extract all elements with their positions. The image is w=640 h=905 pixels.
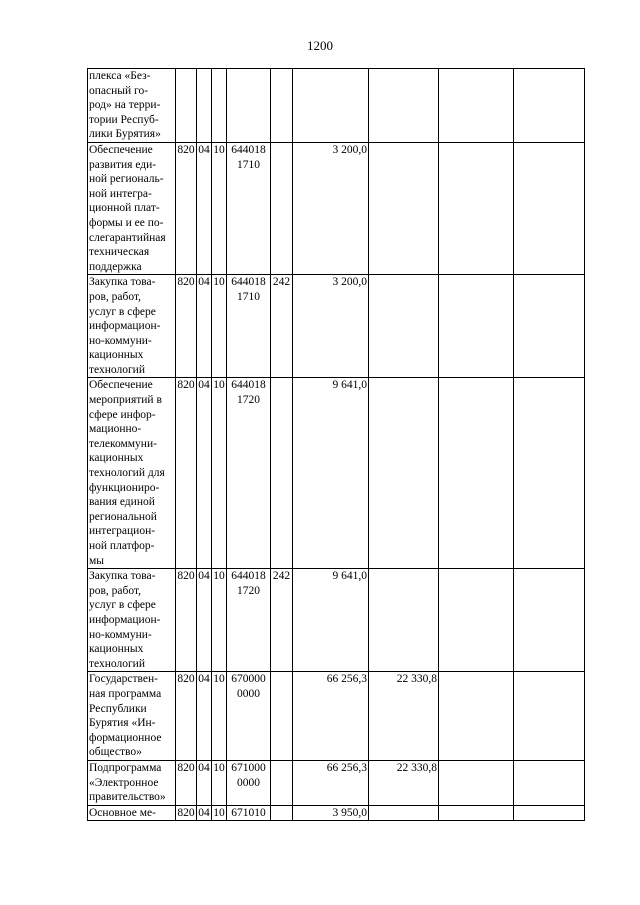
row-name-line: слегарантийная: [89, 231, 166, 244]
ministry-code-cell: 820: [176, 142, 197, 274]
row-name-line: телекоммуни-: [89, 437, 157, 450]
target-article-cell: [227, 672, 271, 761]
row-name-line: опасный го-: [89, 84, 149, 97]
row-name-line: тории Респуб-: [89, 113, 159, 126]
amount-3-cell: [439, 569, 514, 672]
target-article-line-1: 644018: [231, 143, 266, 156]
amount-2-cell: [369, 69, 439, 143]
row-name-cell: [88, 569, 176, 672]
subsection-code-cell: 10: [212, 760, 227, 805]
expense-type-cell: [271, 378, 293, 569]
row-name-line: формационное: [89, 731, 162, 744]
row-name-line: кационных: [89, 643, 144, 656]
row-name-line: услуг в сфере: [89, 305, 156, 318]
row-name-line: Основное ме-: [89, 806, 156, 819]
row-name-line: правительство»: [89, 791, 166, 804]
target-article-line-1: 644018: [231, 379, 266, 392]
section-code-cell: 04: [197, 672, 212, 761]
row-name-line: региональной: [89, 510, 157, 523]
amount-4-cell: [514, 805, 585, 821]
row-name-cell: [88, 760, 176, 805]
subsection-code-cell: 10: [212, 805, 227, 821]
row-name-line: Обеспечение: [89, 143, 153, 156]
row-name-line: ционной плат-: [89, 202, 160, 215]
target-article-cell: [227, 805, 271, 821]
row-name-cell: [88, 142, 176, 274]
expense-type-cell: 242: [271, 275, 293, 378]
ministry-code-cell: [176, 69, 197, 143]
subsection-code-cell: 10: [212, 569, 227, 672]
target-article-line-2: 0000: [237, 776, 260, 789]
table-row: [88, 760, 585, 805]
row-name-line: лики Бурятия»: [89, 128, 161, 141]
row-name-line: но-коммуни-: [89, 334, 152, 347]
row-name-cell: [88, 378, 176, 569]
row-name-line: поддержка: [89, 260, 142, 273]
target-article-cell: [227, 760, 271, 805]
row-name-line: развития еди-: [89, 158, 157, 171]
subsection-code-cell: [212, 69, 227, 143]
amount-2-cell: 22 330,8: [369, 672, 439, 761]
expense-type-cell: 242: [271, 569, 293, 672]
amount-2-cell: [369, 142, 439, 274]
row-name-line: ной платфор-: [89, 540, 155, 552]
table-row: [88, 142, 585, 274]
subsection-code-cell: 10: [212, 672, 227, 761]
amount-4-cell: [514, 760, 585, 805]
amount-2-cell: [369, 378, 439, 569]
amount-1-cell: 9 641,0: [293, 378, 369, 569]
row-name-line: Республики: [89, 702, 147, 715]
expense-type-cell: [271, 69, 293, 143]
expense-type-cell: [271, 672, 293, 761]
target-article-cell: [227, 275, 271, 378]
ministry-code-cell: 820: [176, 275, 197, 378]
row-name-line: общество»: [89, 746, 142, 759]
row-name-cell: [88, 275, 176, 378]
row-name-line: Подпрограмма: [89, 761, 162, 774]
section-code-cell: 04: [197, 142, 212, 274]
expense-type-cell: [271, 805, 293, 821]
ministry-code-cell: 820: [176, 760, 197, 805]
amount-4-cell: [514, 378, 585, 569]
target-article-line-1: 671010: [231, 806, 266, 819]
row-name-line: ров, работ,: [89, 584, 142, 597]
row-name-line: кационных: [89, 452, 144, 465]
ministry-code-cell: 820: [176, 672, 197, 761]
section-code-cell: 04: [197, 378, 212, 569]
subsection-code-cell: 10: [212, 275, 227, 378]
section-code-cell: 04: [197, 760, 212, 805]
row-name-line: Закупка това-: [89, 570, 156, 583]
amount-3-cell: [439, 672, 514, 761]
amount-3-cell: [439, 69, 514, 143]
ministry-code-cell: 820: [176, 569, 197, 672]
target-article-line-2: 1720: [237, 584, 260, 597]
row-name-cell: [88, 805, 176, 821]
amount-2-cell: 22 330,8: [369, 760, 439, 805]
subsection-code-cell: 10: [212, 142, 227, 274]
row-name-line: информацион-: [89, 613, 161, 626]
amount-3-cell: [439, 142, 514, 274]
budget-table: [87, 68, 585, 821]
row-name-line: мы: [89, 554, 105, 567]
subsection-code-cell: 10: [212, 378, 227, 569]
target-article-cell: [227, 69, 271, 143]
row-name-line: «Электронное: [89, 776, 159, 789]
row-name-line: технологий: [89, 657, 145, 670]
section-code-cell: [197, 69, 212, 143]
row-name-line: род» на терри-: [89, 99, 161, 112]
row-name-line: техническая: [89, 246, 150, 259]
target-article-line-2: 1710: [237, 158, 260, 171]
amount-1-cell: 66 256,3: [293, 672, 369, 761]
table-row: [88, 378, 585, 569]
row-name-line: интеграцион-: [89, 525, 156, 538]
row-name-line: плекса «Без-: [89, 70, 151, 82]
row-name-line: но-коммуни-: [89, 628, 152, 641]
row-name-line: услуг в сфере: [89, 599, 156, 612]
row-name-line: формы и ее по-: [89, 216, 164, 229]
row-name-line: Обеспечение: [89, 379, 153, 392]
row-name-line: Государствен-: [89, 673, 158, 686]
table-row: [88, 672, 585, 761]
target-article-cell: [227, 378, 271, 569]
target-article-line-1: 671000: [231, 761, 266, 774]
target-article-cell: [227, 142, 271, 274]
amount-3-cell: [439, 805, 514, 821]
row-name-line: Закупка това-: [89, 276, 156, 289]
target-article-cell: [227, 569, 271, 672]
amount-2-cell: [369, 805, 439, 821]
amount-3-cell: [439, 275, 514, 378]
row-name-line: технологий для: [89, 467, 165, 480]
amount-1-cell: 66 256,3: [293, 760, 369, 805]
row-name-line: мационно-: [89, 423, 142, 436]
amount-4-cell: [514, 69, 585, 143]
amount-1-cell: 3 200,0: [293, 142, 369, 274]
row-name-line: информацион-: [89, 320, 161, 333]
row-name-cell: [88, 672, 176, 761]
row-name-line: сфере инфор-: [89, 408, 156, 421]
section-code-cell: 04: [197, 569, 212, 672]
expense-type-cell: [271, 142, 293, 274]
amount-1-cell: 9 641,0: [293, 569, 369, 672]
row-name-line: мероприятий в: [89, 394, 162, 407]
target-article-line-2: 1720: [237, 394, 260, 407]
row-name-line: функциониро-: [89, 481, 160, 494]
row-name-line: Бурятия «Ин-: [89, 717, 156, 730]
page-number: 1200: [307, 38, 333, 53]
section-code-cell: 04: [197, 275, 212, 378]
section-code-cell: 04: [197, 805, 212, 821]
row-name-line: ной интегра-: [89, 187, 152, 200]
amount-4-cell: [514, 275, 585, 378]
row-name-cell: [88, 69, 176, 143]
amount-3-cell: [439, 378, 514, 569]
table-row: [88, 805, 585, 821]
amount-4-cell: [514, 142, 585, 274]
row-name-line: ной региональ-: [89, 173, 164, 186]
amount-1-cell: 3 950,0: [293, 805, 369, 821]
amount-2-cell: [369, 275, 439, 378]
target-article-line-2: 0000: [237, 687, 260, 700]
target-article-line-1: 670000: [231, 673, 266, 686]
row-name-line: ная программа: [89, 687, 162, 700]
ministry-code-cell: 820: [176, 378, 197, 569]
target-article-line-1: 644018: [231, 570, 266, 583]
row-name-line: технологий: [89, 363, 145, 376]
amount-1-cell: [293, 69, 369, 143]
row-name-line: вания единой: [89, 496, 155, 509]
amount-4-cell: [514, 672, 585, 761]
table-body: [88, 69, 585, 821]
expense-type-cell: [271, 760, 293, 805]
table-row: [88, 69, 585, 143]
amount-2-cell: [369, 569, 439, 672]
amount-4-cell: [514, 569, 585, 672]
row-name-line: ров, работ,: [89, 290, 142, 303]
ministry-code-cell: 820: [176, 805, 197, 821]
amount-3-cell: [439, 760, 514, 805]
row-name-line: кационных: [89, 349, 144, 362]
target-article-line-2: 1710: [237, 290, 260, 303]
target-article-line-1: 644018: [231, 276, 266, 289]
table-row: [88, 275, 585, 378]
amount-1-cell: 3 200,0: [293, 275, 369, 378]
table-row: [88, 569, 585, 672]
